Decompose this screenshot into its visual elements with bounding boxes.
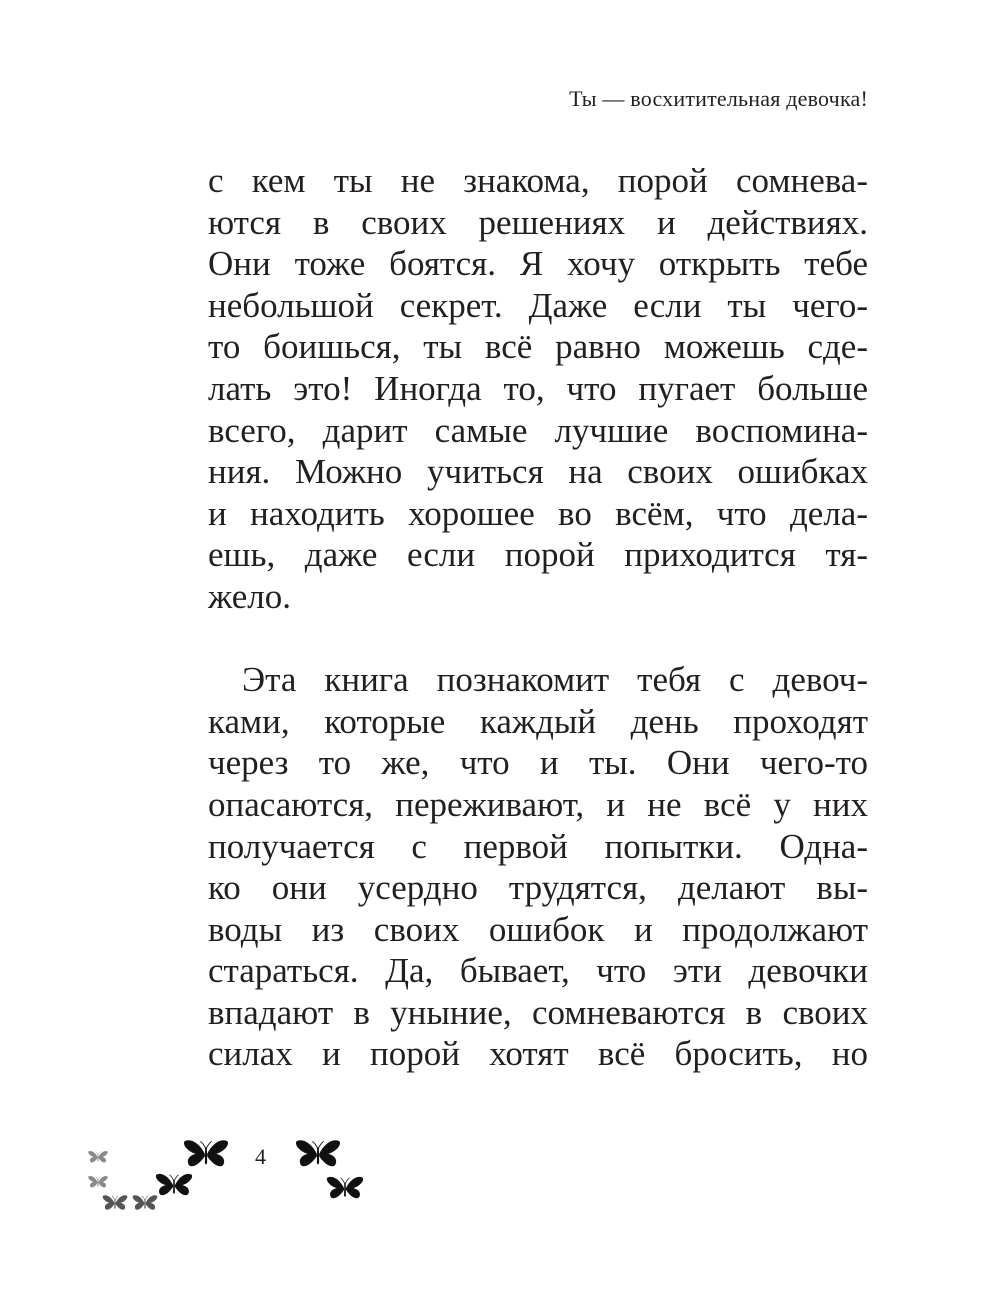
- running-header: Ты — восхитительная девочка!: [569, 86, 868, 111]
- text-line: стараться. Да, бывает, что эти девочки: [208, 951, 868, 991]
- text-line: силах и порой хотят всё бросить, но: [208, 1034, 868, 1074]
- butterfly-icon: [326, 1175, 364, 1203]
- butterfly-icon: [295, 1138, 341, 1172]
- text-line: Они тоже боятся. Я хочу открыть тебе: [208, 244, 868, 284]
- text-line: ются в своих решениях и действиях.: [208, 202, 868, 242]
- butterfly-icon: [88, 1175, 108, 1190]
- body-text: [208, 160, 868, 1075]
- text-line: впадают в уныние, сомневаются в своих: [208, 992, 868, 1032]
- text-line: через то же, что и ты. Они чего-то: [208, 743, 868, 783]
- text-line: опасаются, переживают, и не всё у них: [208, 784, 868, 824]
- paragraph: [208, 659, 868, 1075]
- butterfly-icon: [183, 1138, 229, 1172]
- text-line: лать это! Иногда то, что пугает больше: [208, 368, 868, 408]
- paragraph-gap: [208, 618, 868, 660]
- paragraph: [208, 160, 868, 618]
- text-line: то боишься, ты всё равно можешь сде-: [208, 327, 868, 367]
- text-line: воды из своих ошибок и продолжают: [208, 909, 868, 949]
- text-line: с кем ты не знакома, порой сомнева-: [208, 161, 868, 200]
- page-number: 4: [255, 1144, 266, 1169]
- text-line: ко они усердно трудятся, делают вы-: [208, 868, 868, 908]
- butterfly-icon: [102, 1194, 128, 1213]
- page-footer: [0, 1130, 986, 1230]
- text-line: Эта книга познакомит тебя с девоч-: [242, 660, 868, 700]
- text-line: и находить хорошее во всём, что дела-: [208, 493, 868, 533]
- text-line: ния. Можно учиться на своих ошибках: [208, 452, 868, 492]
- text-line: всего, дарит самые лучшие воспомина-: [208, 410, 868, 450]
- text-line: ешь, даже если порой приходится тя-: [208, 535, 868, 575]
- text-line: ками, которые каждый день проходят: [208, 701, 868, 741]
- butterfly-icon: [88, 1150, 108, 1165]
- text-line: жело.: [208, 576, 291, 616]
- text-line: небольшой секрет. Даже если ты чего-: [208, 285, 868, 325]
- text-line: получается с первой попытки. Одна-: [208, 826, 868, 866]
- butterfly-icon: [155, 1172, 193, 1200]
